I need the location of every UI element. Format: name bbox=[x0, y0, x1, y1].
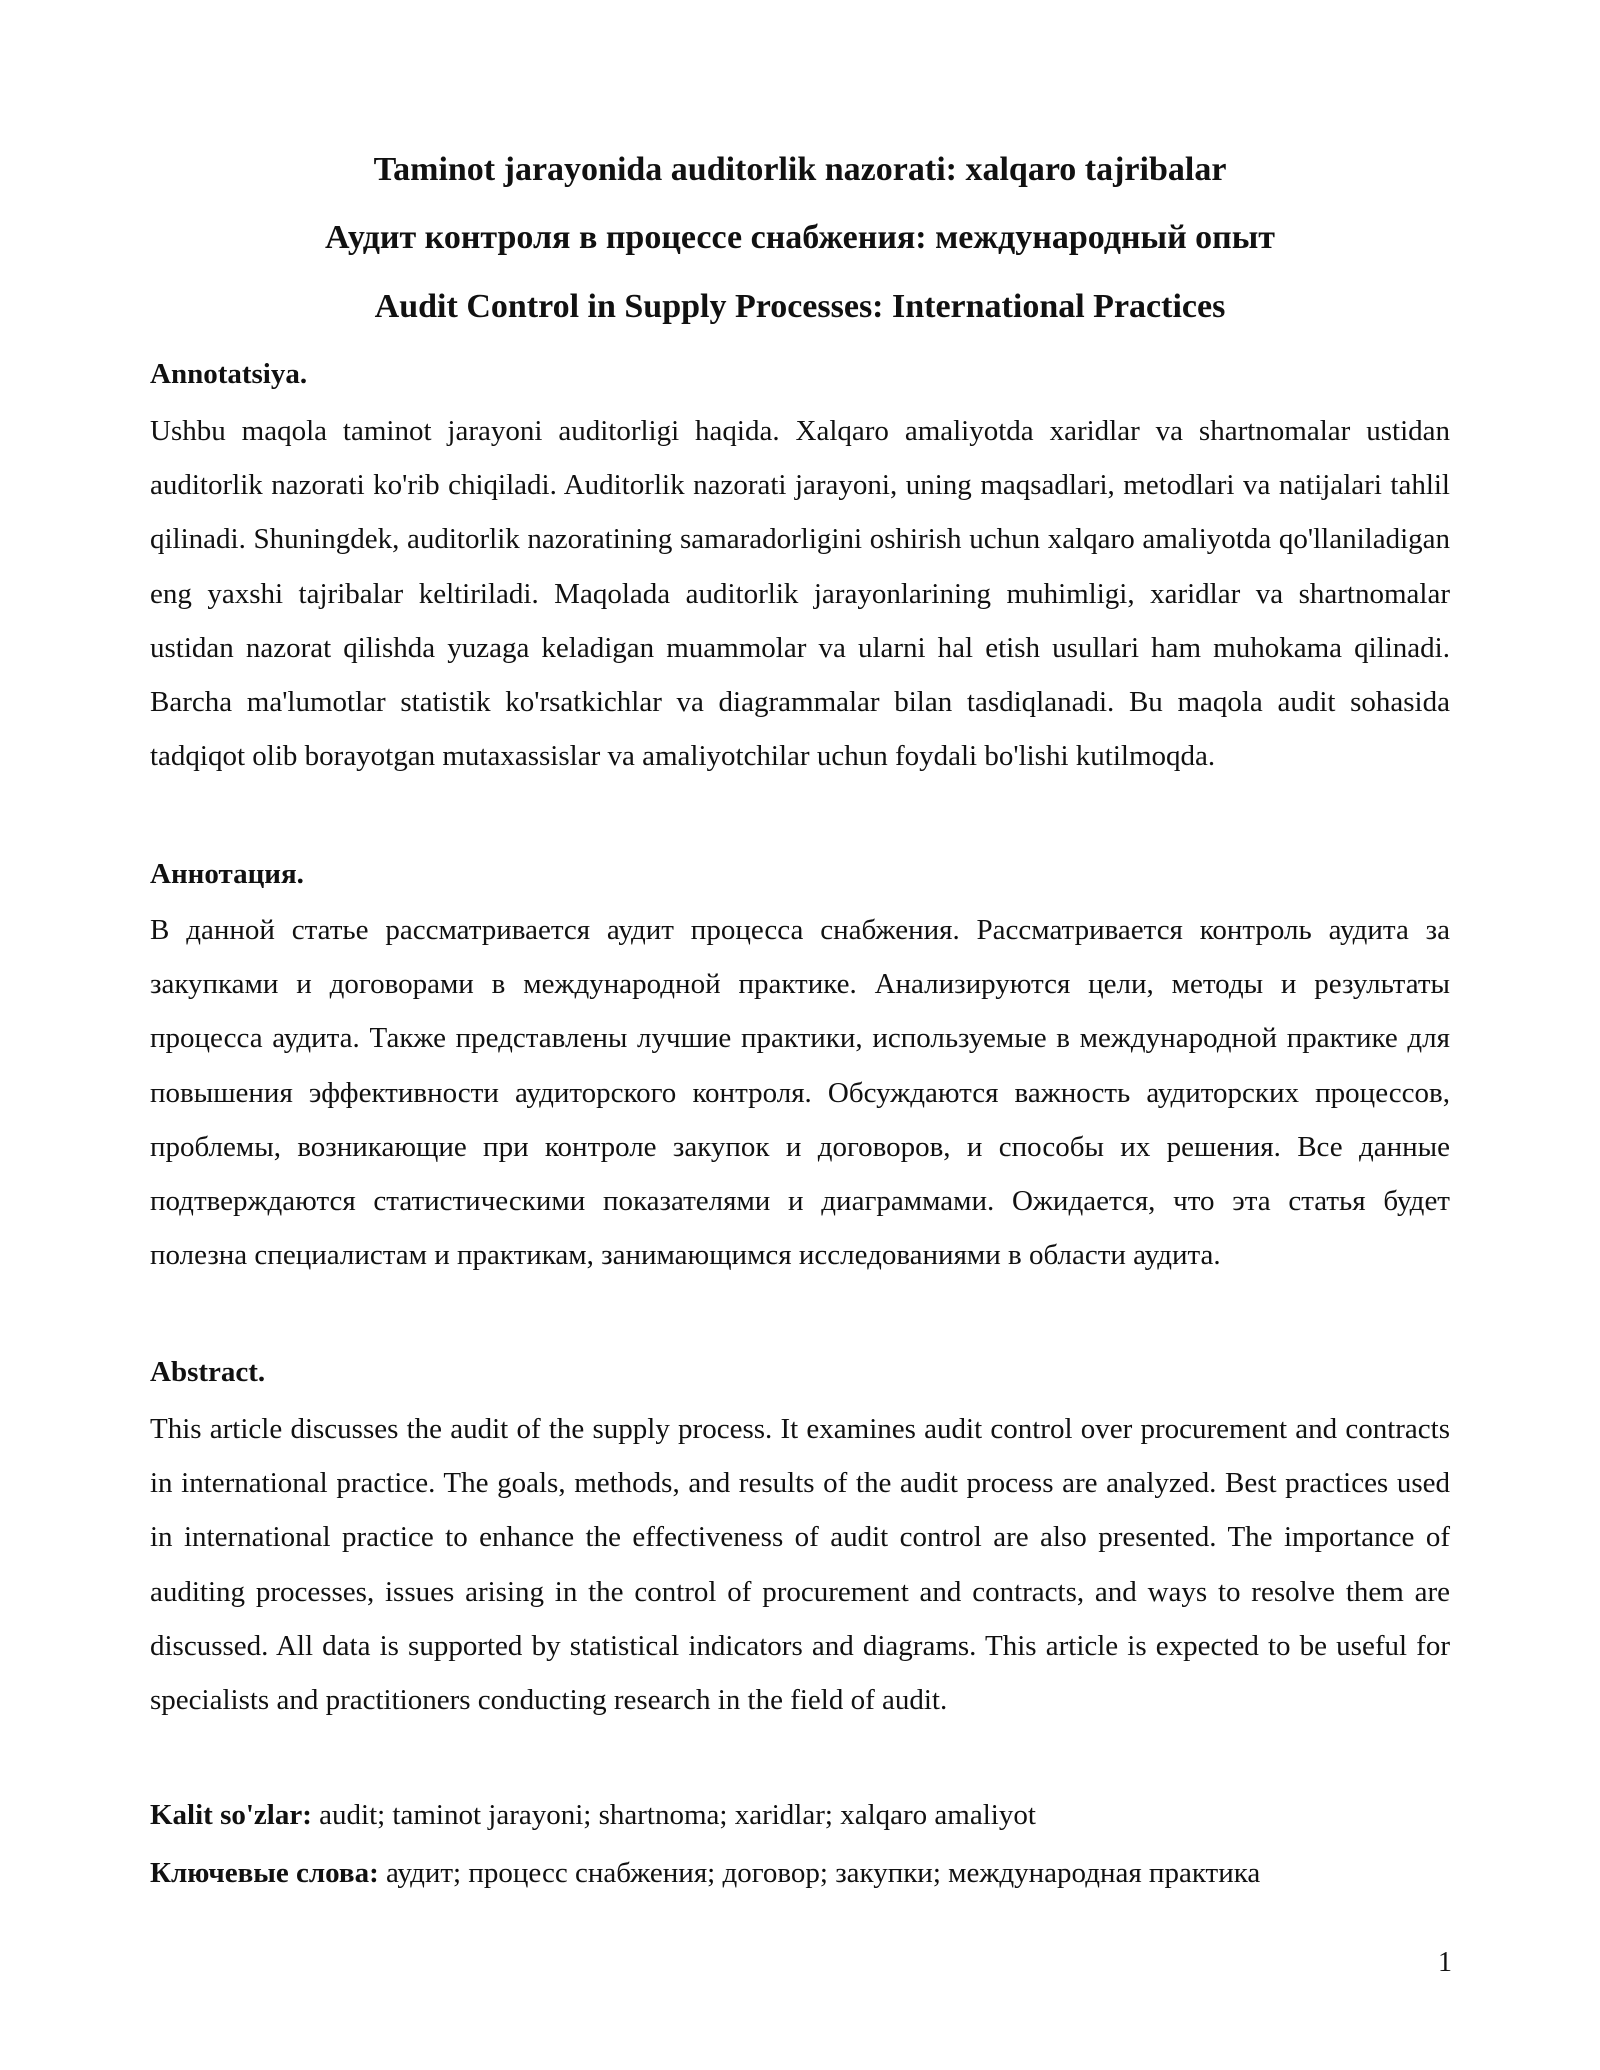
abstract-text-russian: В данной статье рассматривается аудит процесса снабжения. Рассматривается контроль аудита за закупками и договорами в международной практике. Анализируются цели, методы и результаты процесса аудита. Также представлены лучшие практики, используемые в международной практике для повышения эффективности аудиторского контроля. Обсуждаются важность аудиторских процессов, проблемы, возникающие при контроле закупок и договоров, и способы их решения. Все данные подтверждаются статистическими показателями и диаграммами. Ожидается, что эта статья будет полезна специалистам и практикам, занимающимся исследованиями в области аудита. bbox=[150, 914, 1450, 1272]
page-number: 1 bbox=[1438, 1947, 1452, 1978]
title-russian: Аудит контроля в процессе снабжения: международный опыт bbox=[324, 219, 1276, 256]
title-english: Audit Control in Supply Processes: International Practices bbox=[374, 288, 1226, 325]
title-uzbek: Taminot jarayonida auditorlik nazorati: xalqaro tajribalar bbox=[373, 151, 1227, 188]
keywords-uzbek bbox=[150, 1798, 1036, 1832]
keywords-label-uzbek: Kalit so'zlar: bbox=[150, 1799, 312, 1831]
keywords-list-russian: аудит; процесс снабжения; договор; закупки; международная практика bbox=[378, 1857, 1261, 1889]
abstract-heading-english: Abstract. bbox=[150, 1356, 266, 1388]
abstract-heading-russian: Аннотация. bbox=[150, 858, 304, 890]
keywords-russian bbox=[150, 1856, 1260, 1890]
keywords-list-uzbek: audit; taminot jarayoni; shartnoma; xaridlar; xalqaro amaliyot bbox=[311, 1799, 1036, 1831]
abstract-text-uzbek: Ushbu maqola taminot jarayoni auditorligi haqida. Xalqaro amaliyotda xaridlar va shartnomalar ustidan auditorlik nazorati ko'rib chiqiladi. Auditorlik nazorati jarayoni, uning maqsadlari, metodlari va natijalari tahlil qilinadi. Shuningdek, auditorlik nazoratining samaradorligini oshirish uchun xalqaro amaliyotda qo'llaniladigan eng yaxshi tajribalar keltiriladi. Maqolada auditorlik jarayonlarining muhimligi, xaridlar va shartnomalar ustidan nazorat qilishda yuzaga keladigan muammolar va ularni hal etish usullari ham muhokama qilinadi. Barcha ma'lumotlar statistik ko'rsatkichlar va diagrammalar bilan tasdiqlanadi. Bu maqola audit sohasida tadqiqot olib borayotgan mutaxassislar va amaliyotchilar uchun foydali bo'lishi kutilmoqda. bbox=[150, 415, 1450, 773]
keywords-label-russian: Ключевые слова: bbox=[150, 1857, 379, 1889]
abstract-heading-uzbek: Annotatsiya. bbox=[150, 358, 308, 390]
abstract-text-english: This article discusses the audit of the supply process. It examines audit control over procurement and contracts in international practice. The goals, methods, and results of the audit process are analyzed. Best practices used in international practice to enhance the effectiveness of audit control are also presented. The importance of auditing processes, issues arising in the control of procurement and contracts, and ways to resolve them are discussed. All data is supported by statistical indicators and diagrams. This article is expected to be useful for specialists and practitioners conducting research in the field of audit. bbox=[150, 1413, 1450, 1717]
